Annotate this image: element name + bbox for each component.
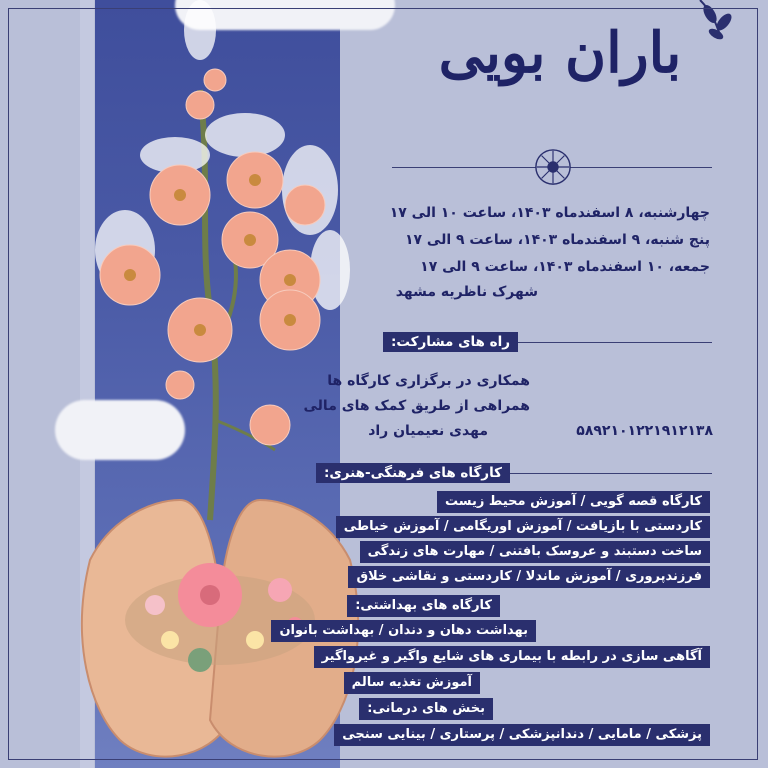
cultural-item: فرزندپروری / آموزش ماندلا / کاردستی و نقاشی خلاق — [348, 566, 710, 588]
participation-item: همکاری در برگزاری کارگاه ها — [327, 373, 530, 389]
poster-frame — [8, 8, 758, 760]
contact-name: مهدی نعیمیان راد — [368, 423, 488, 439]
cultural-item: کاردستی با بازیافت / آموزش اوریگامی / آموزش خیاطی — [336, 516, 710, 538]
participation-heading: راه های مشارکت: — [383, 332, 518, 352]
cultural-item: ساخت دستبند و عروسک بافتنی / مهارت های زندگی — [360, 541, 710, 563]
health-heading: کارگاه های بهداشتی: — [347, 595, 500, 617]
cultural-heading: کارگاه های فرهنگی-هنری: — [316, 463, 510, 483]
page-title: باران بویی — [438, 20, 682, 86]
location: شهرک ناظریه مشهد — [395, 284, 538, 300]
medical-item: پزشکی / مامایی / دندانپزشکی / پرستاری / بینایی سنجی — [334, 724, 710, 746]
health-item: آموزش تغذیه سالم — [344, 672, 480, 694]
medical-heading: بخش های درمانی: — [359, 698, 493, 720]
contact-number: ۵۸۹۲۱۰۱۲۲۱۹۱۲۱۳۸ — [576, 423, 713, 439]
schedule-line: جمعه، ۱۰ اسفندماه ۱۴۰۳، ساعت ۹ الی ۱۷ — [420, 259, 710, 275]
schedule-line: چهارشنبه، ۸ اسفندماه ۱۴۰۳، ساعت ۱۰ الی ۱۷ — [389, 205, 710, 221]
participation-item: همراهی از طریق کمک های مالی — [303, 398, 530, 414]
schedule-line: پنج شنبه، ۹ اسفندماه ۱۴۰۳، ساعت ۹ الی ۱۷ — [404, 232, 710, 248]
health-item: آگاهی سازی در رابطه با بیماری های شایع واگیر و غیرواگیر — [314, 646, 710, 668]
cultural-item: کارگاه قصه گویی / آموزش محیط زیست — [437, 491, 710, 513]
health-item: بهداشت دهان و دندان / بهداشت بانوان — [271, 620, 536, 642]
